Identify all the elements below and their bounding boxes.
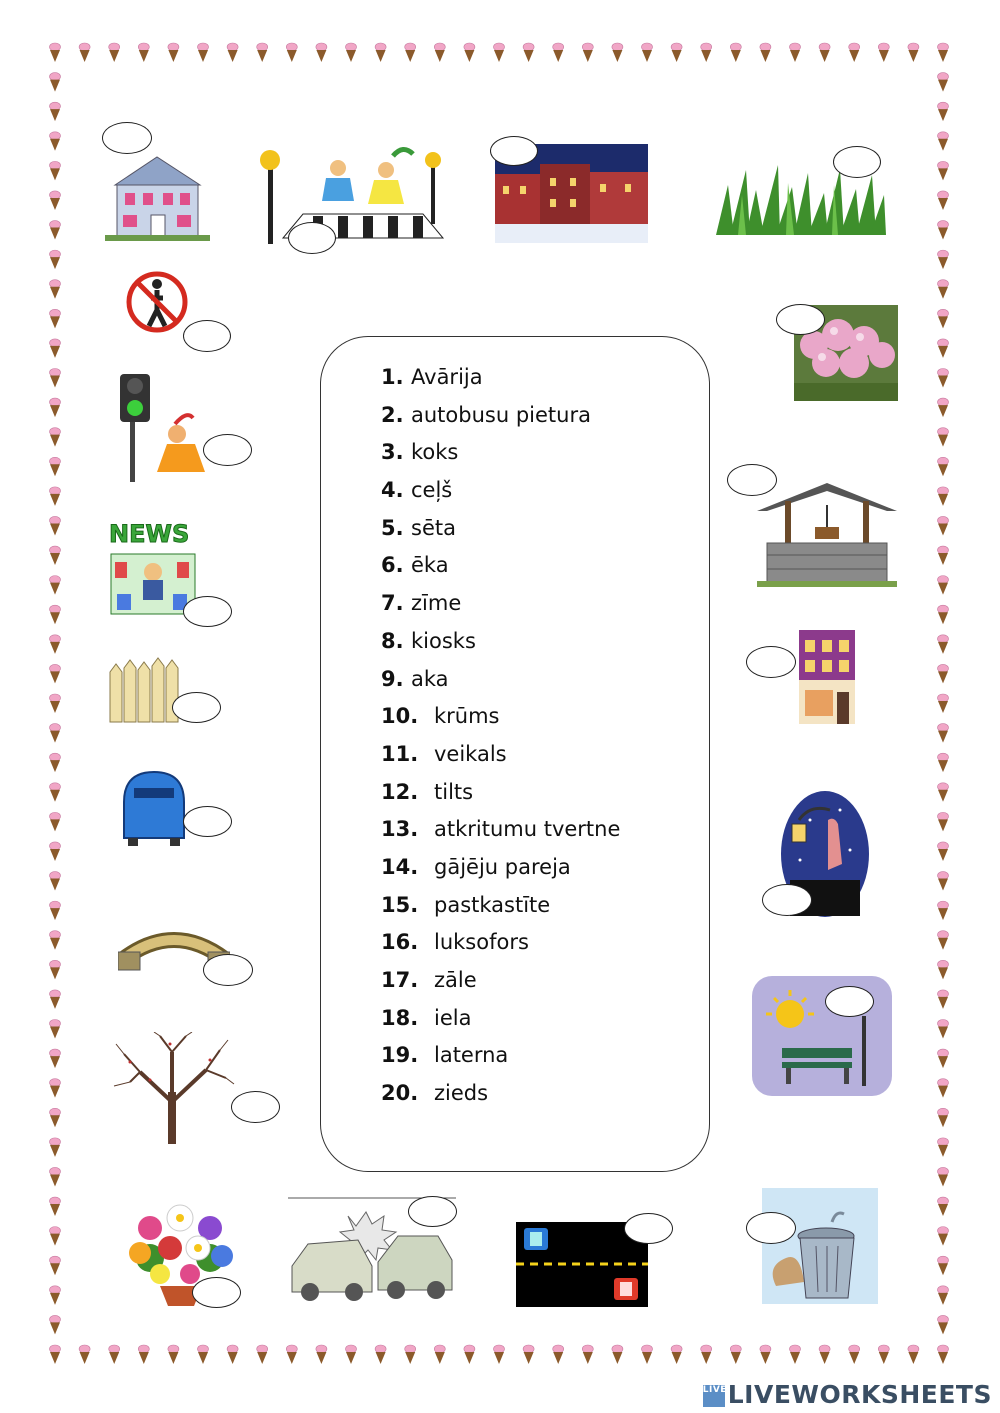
- ice-cream-cone-icon: [938, 1286, 949, 1305]
- brand-name: LIVEWORKSHEETS: [727, 1380, 992, 1409]
- word-text: autobusu pietura: [411, 402, 591, 427]
- traffic-light-picture: [115, 372, 210, 484]
- ice-cream-cone-icon: [523, 43, 534, 62]
- word-number: 1.: [381, 365, 404, 389]
- ice-cream-cone-icon: [730, 43, 741, 62]
- ice-cream-cone-icon: [938, 1108, 949, 1127]
- ice-cream-cone-icon: [938, 901, 949, 920]
- word-number: 9.: [381, 666, 404, 691]
- word-number: 8.: [381, 628, 404, 653]
- ice-cream-cone-icon: [50, 901, 61, 920]
- ice-cream-cone-icon: [938, 1197, 949, 1216]
- ice-cream-cone-icon: [346, 1345, 357, 1364]
- word-list-item: [381, 700, 620, 738]
- ice-cream-cone-icon: [50, 1345, 61, 1364]
- ice-cream-cone-icon: [50, 990, 61, 1009]
- ice-cream-cone-icon: [138, 1345, 149, 1364]
- answer-oval-bare-tree[interactable]: [231, 1091, 280, 1123]
- ice-cream-cone-icon: [168, 1345, 179, 1364]
- word-list-item: [381, 399, 620, 437]
- word-text: kiosks: [411, 628, 476, 653]
- ice-cream-cone-icon: [50, 221, 61, 240]
- answer-oval-street-lamp[interactable]: [762, 884, 812, 916]
- word-list-item: [381, 738, 620, 776]
- answer-oval-car-accident[interactable]: [408, 1196, 457, 1227]
- word-number: 17.: [381, 968, 419, 992]
- ice-cream-cone-icon: [494, 1345, 505, 1364]
- ice-cream-cone-icon: [50, 1108, 61, 1127]
- ice-cream-cone-icon: [50, 1315, 61, 1334]
- ice-cream-cone-icon: [938, 990, 949, 1009]
- ice-cream-cone-icon: [375, 43, 386, 62]
- ice-cream-cone-icon: [938, 546, 949, 565]
- word-text: zāle: [434, 968, 477, 992]
- ice-cream-cone-icon: [50, 102, 61, 121]
- word-list-item: [381, 549, 620, 587]
- ice-cream-cone-icon: [671, 1345, 682, 1364]
- answer-oval-mailbox[interactable]: [183, 806, 232, 837]
- ice-cream-cone-icon: [819, 43, 830, 62]
- answer-oval-street-buildings[interactable]: [490, 136, 538, 166]
- answer-oval-no-pedestrian-sign[interactable]: [183, 320, 231, 352]
- ice-cream-cone-icon: [908, 1345, 919, 1364]
- ice-cream-cone-icon: [760, 1345, 771, 1364]
- well-picture: [757, 483, 897, 587]
- ice-cream-cone-icon: [790, 1345, 801, 1364]
- ice-cream-cone-icon: [819, 1345, 830, 1364]
- ice-cream-cone-icon: [50, 73, 61, 92]
- word-number: 3.: [381, 440, 404, 465]
- shop-picture: [797, 628, 857, 726]
- answer-oval-news-kiosk[interactable]: [183, 596, 232, 627]
- word-text: iela: [434, 1005, 472, 1030]
- word-number: 2.: [381, 402, 404, 427]
- ice-cream-cone-icon: [938, 635, 949, 654]
- svg-text:NEWS: NEWS: [109, 520, 190, 548]
- ice-cream-cone-icon: [938, 43, 949, 62]
- ice-cream-cone-icon: [375, 1345, 386, 1364]
- word-list-item: [381, 1077, 620, 1115]
- answer-oval-flower-bouquet[interactable]: [192, 1277, 241, 1308]
- ice-cream-cone-icon: [938, 1315, 949, 1334]
- ice-cream-cone-icon: [582, 43, 593, 62]
- ice-cream-cone-icon: [938, 398, 949, 417]
- liveworksheets-logo[interactable]: [703, 1380, 992, 1409]
- no-pedestrian-sign-picture: [125, 268, 190, 336]
- ice-cream-cone-icon: [553, 43, 564, 62]
- word-list-item: [381, 813, 620, 851]
- ice-cream-cone-icon: [50, 753, 61, 772]
- answer-oval-house[interactable]: [102, 122, 152, 154]
- ice-cream-cone-icon: [109, 43, 120, 62]
- ice-cream-cone-icon: [50, 250, 61, 269]
- ice-cream-cone-icon: [198, 43, 209, 62]
- word-text: gājēju pareja: [434, 854, 571, 879]
- word-text: ēka: [411, 553, 449, 578]
- mailbox-picture: [120, 768, 188, 848]
- ice-cream-cone-icon: [938, 309, 949, 328]
- ice-cream-cone-icon: [938, 872, 949, 891]
- word-list-item: [381, 436, 620, 474]
- ice-cream-cone-icon: [938, 1256, 949, 1275]
- ice-cream-cone-icon: [938, 664, 949, 683]
- fence-picture: [108, 656, 183, 724]
- word-list-box: [320, 336, 710, 1172]
- ice-cream-cone-icon: [50, 931, 61, 950]
- answer-oval-pedestrian-crossing[interactable]: [288, 222, 336, 254]
- ice-cream-cone-icon: [938, 339, 949, 358]
- word-list: [381, 361, 620, 1115]
- ice-cream-cone-icon: [434, 1345, 445, 1364]
- ice-cream-cone-icon: [50, 339, 61, 358]
- ice-cream-cone-icon: [50, 960, 61, 979]
- ice-cream-cone-icon: [227, 43, 238, 62]
- word-number: 12.: [381, 779, 419, 804]
- word-list-item: [381, 851, 620, 889]
- ice-cream-cone-icon: [50, 309, 61, 328]
- ice-cream-cone-icon: [701, 1345, 712, 1364]
- ice-cream-cone-icon: [523, 1345, 534, 1364]
- answer-oval-traffic-light[interactable]: [203, 434, 252, 466]
- ice-cream-cone-icon: [671, 43, 682, 62]
- ice-cream-cone-icon: [938, 605, 949, 624]
- ice-cream-cone-icon: [464, 1345, 475, 1364]
- ice-cream-cone-icon: [405, 43, 416, 62]
- ice-cream-cone-icon: [50, 516, 61, 535]
- ice-cream-cone-icon: [50, 664, 61, 683]
- word-list-item: [381, 1039, 620, 1077]
- ice-cream-cone-icon: [938, 1049, 949, 1068]
- ice-cream-cone-icon: [50, 428, 61, 447]
- word-number: 14.: [381, 854, 419, 879]
- ice-cream-cone-icon: [50, 369, 61, 388]
- ice-cream-cone-icon: [878, 43, 889, 62]
- word-number: 19.: [381, 1043, 419, 1068]
- ice-cream-cone-icon: [938, 960, 949, 979]
- word-number: 13.: [381, 817, 419, 842]
- ice-cream-cone-icon: [50, 43, 61, 62]
- ice-cream-cone-icon: [286, 1345, 297, 1364]
- ice-cream-cone-icon: [346, 43, 357, 62]
- ice-cream-cone-icon: [938, 221, 949, 240]
- word-text: ceļš: [411, 478, 453, 503]
- ice-cream-cone-icon: [938, 842, 949, 861]
- house-picture: [105, 155, 210, 243]
- ice-cream-cone-icon: [50, 605, 61, 624]
- word-number: 18.: [381, 1005, 419, 1030]
- ice-cream-cone-icon: [938, 369, 949, 388]
- ice-cream-cone-icon: [938, 280, 949, 299]
- word-number: 15.: [381, 892, 419, 917]
- ice-cream-cone-icon: [938, 1138, 949, 1157]
- ice-cream-cone-icon: [938, 1167, 949, 1186]
- trash-can-picture: [760, 1186, 880, 1306]
- word-number: 11.: [381, 741, 419, 766]
- ice-cream-cone-icon: [849, 43, 860, 62]
- ice-cream-cone-icon: [138, 43, 149, 62]
- word-list-item: [381, 587, 620, 625]
- ice-cream-cone-icon: [50, 1197, 61, 1216]
- word-text: atkritumu tvertne: [434, 817, 621, 842]
- answer-oval-fence[interactable]: [172, 692, 221, 723]
- ice-cream-cone-icon: [50, 1286, 61, 1305]
- ice-cream-cone-icon: [553, 1345, 564, 1364]
- ice-cream-cone-icon: [109, 1345, 120, 1364]
- answer-oval-well[interactable]: [727, 464, 777, 496]
- ice-cream-cone-icon: [938, 1020, 949, 1039]
- word-text: tilts: [434, 779, 474, 804]
- ice-cream-cone-icon: [938, 132, 949, 151]
- word-number: 20.: [381, 1081, 419, 1106]
- ice-cream-cone-icon: [938, 457, 949, 476]
- ice-cream-cone-icon: [938, 931, 949, 950]
- word-text: sēta: [411, 515, 456, 540]
- ice-cream-cone-icon: [79, 1345, 90, 1364]
- word-text: luksofors: [434, 930, 529, 955]
- answer-oval-bridge[interactable]: [203, 954, 253, 986]
- ice-cream-cone-icon: [434, 43, 445, 62]
- answer-oval-bush[interactable]: [776, 304, 825, 335]
- ice-cream-cone-icon: [701, 43, 712, 62]
- ice-cream-cone-icon: [730, 1345, 741, 1364]
- ice-cream-cone-icon: [50, 487, 61, 506]
- ice-cream-cone-icon: [494, 43, 505, 62]
- ice-cream-cone-icon: [938, 1345, 949, 1364]
- ice-cream-cone-icon: [50, 1049, 61, 1068]
- ice-cream-cone-icon: [50, 694, 61, 713]
- ice-cream-cone-icon: [50, 724, 61, 743]
- ice-cream-cone-icon: [938, 161, 949, 180]
- ice-cream-cone-icon: [582, 1345, 593, 1364]
- ice-cream-cone-icon: [50, 398, 61, 417]
- word-list-item: [381, 512, 620, 550]
- word-number: 6.: [381, 553, 404, 578]
- ice-cream-cone-icon: [938, 1079, 949, 1098]
- ice-cream-cone-icon: [642, 1345, 653, 1364]
- ice-cream-cone-icon: [938, 516, 949, 535]
- ice-cream-cone-icon: [908, 43, 919, 62]
- word-text: Avārija: [411, 365, 483, 389]
- ice-cream-cone-icon: [938, 250, 949, 269]
- ice-cream-cone-icon: [50, 842, 61, 861]
- ice-cream-cone-icon: [612, 1345, 623, 1364]
- ice-cream-cone-icon: [938, 576, 949, 595]
- ice-cream-cone-icon: [938, 724, 949, 743]
- ice-cream-cone-icon: [642, 43, 653, 62]
- pedestrian-crossing-picture: [258, 146, 448, 244]
- word-list-item: [381, 474, 620, 512]
- ice-cream-cone-icon: [50, 635, 61, 654]
- word-text: laterna: [434, 1043, 509, 1068]
- ice-cream-cone-icon: [50, 132, 61, 151]
- bare-tree-picture: [110, 1032, 235, 1144]
- ice-cream-cone-icon: [257, 43, 268, 62]
- word-list-item: [381, 926, 620, 964]
- answer-oval-trash-can[interactable]: [746, 1212, 796, 1244]
- word-text: pastkastīte: [434, 892, 551, 917]
- ice-cream-cone-icon: [938, 783, 949, 802]
- ice-cream-cone-icon: [938, 487, 949, 506]
- ice-cream-cone-icon: [938, 191, 949, 210]
- ice-cream-cone-icon: [938, 1227, 949, 1246]
- word-text: koks: [411, 440, 459, 465]
- ice-cream-cone-icon: [50, 546, 61, 565]
- word-text: aka: [411, 666, 449, 691]
- word-number: 16.: [381, 930, 419, 955]
- word-number: 4.: [381, 478, 404, 503]
- ice-cream-cone-icon: [849, 1345, 860, 1364]
- word-list-item: [381, 964, 620, 1002]
- ice-cream-cone-icon: [50, 457, 61, 476]
- ice-cream-cone-icon: [50, 872, 61, 891]
- ice-cream-cone-icon: [50, 161, 61, 180]
- ice-cream-cone-icon: [612, 43, 623, 62]
- ice-cream-cone-icon: [50, 1227, 61, 1246]
- ice-cream-cone-icon: [50, 191, 61, 210]
- ice-cream-cone-icon: [50, 783, 61, 802]
- ice-cream-cone-icon: [227, 1345, 238, 1364]
- word-list-item: [381, 1002, 620, 1040]
- ice-cream-cone-icon: [790, 43, 801, 62]
- ice-cream-cone-icon: [316, 43, 327, 62]
- ice-cream-cone-icon: [50, 1138, 61, 1157]
- word-text: krūms: [434, 704, 500, 729]
- word-list-item: [381, 625, 620, 663]
- ice-cream-cone-icon: [316, 1345, 327, 1364]
- answer-oval-road[interactable]: [624, 1213, 673, 1244]
- word-list-item: [381, 361, 620, 399]
- ice-cream-cone-icon: [464, 43, 475, 62]
- ice-cream-cone-icon: [50, 1167, 61, 1186]
- ice-cream-cone-icon: [257, 1345, 268, 1364]
- ice-cream-cone-icon: [79, 43, 90, 62]
- ice-cream-cone-icon: [938, 812, 949, 831]
- ice-cream-cone-icon: [405, 1345, 416, 1364]
- word-text: veikals: [434, 741, 507, 766]
- ice-cream-cone-icon: [938, 73, 949, 92]
- ice-cream-cone-icon: [938, 428, 949, 447]
- answer-oval-park-bench[interactable]: [825, 986, 874, 1017]
- word-text: zieds: [434, 1081, 489, 1106]
- ice-cream-cone-icon: [50, 1079, 61, 1098]
- ice-cream-cone-icon: [286, 43, 297, 62]
- word-list-item: [381, 663, 620, 701]
- word-number: 10.: [381, 704, 419, 729]
- answer-oval-shop[interactable]: [746, 646, 796, 678]
- ice-cream-cone-icon: [50, 812, 61, 831]
- word-number: 5.: [381, 515, 404, 540]
- ice-cream-cone-icon: [760, 43, 771, 62]
- live-logo-icon: LIVE: [703, 1385, 725, 1407]
- ice-cream-cone-icon: [878, 1345, 889, 1364]
- ice-cream-cone-icon: [50, 576, 61, 595]
- ice-cream-cone-icon: [938, 753, 949, 772]
- answer-oval-grass[interactable]: [833, 146, 881, 178]
- ice-cream-cone-icon: [50, 280, 61, 299]
- ice-cream-cone-icon: [50, 1256, 61, 1275]
- ice-cream-cone-icon: [938, 694, 949, 713]
- ice-cream-cone-icon: [50, 1020, 61, 1039]
- word-text: zīme: [411, 591, 462, 616]
- word-list-item: [381, 776, 620, 814]
- word-number: 7.: [381, 591, 404, 616]
- word-list-item: [381, 889, 620, 927]
- ice-cream-cone-icon: [168, 43, 179, 62]
- ice-cream-cone-icon: [938, 102, 949, 121]
- ice-cream-cone-icon: [198, 1345, 209, 1364]
